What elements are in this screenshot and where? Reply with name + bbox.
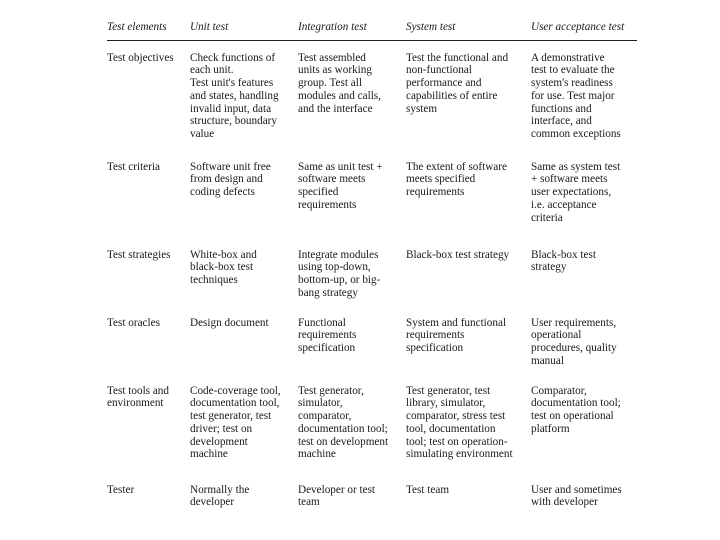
cell-integration-test: Developer or test team: [298, 483, 376, 509]
cell-unit-test: Code-coverage tool, documentation tool, test generator, test driver; test on development machine: [190, 384, 281, 461]
cell-system-test: The extent of software meets specified requirements: [406, 160, 507, 199]
table-row-test-strategies: [107, 238, 637, 306]
cell-integration-test: Test generator, simulator, comparator, documentation tool; test on development machine: [298, 384, 389, 461]
table-row-test-tools-and-environment: [107, 374, 637, 473]
row-label: Test strategies: [107, 248, 171, 261]
cell-system-test: Test generator, test library, simulator, comparator, stress test tool, documentation tool; test on operation- simulating environment: [406, 384, 513, 461]
cell-system-test: Test team: [406, 483, 450, 496]
cell-unit-test: Normally the developer: [190, 483, 250, 509]
header-row: [107, 19, 637, 40]
row-label: Tester: [107, 483, 135, 496]
document-page: [107, 19, 637, 524]
table-row-test-objectives: [107, 40, 637, 150]
cell-user-acceptance-test: A demonstrative test to evaluate the system's readiness for use. Test major functions and interface, and common exceptions: [531, 51, 621, 140]
table-row-test-oracles: [107, 306, 637, 374]
header-unit-test: Unit test: [190, 19, 298, 40]
cell-user-acceptance-test: User and sometimes with developer: [531, 483, 622, 509]
cell-unit-test: Software unit free from design and coding defects: [190, 160, 271, 199]
cell-system-test: Test the functional and non-functional performance and capabilities of entire system: [406, 51, 509, 115]
header-user-acceptance-test: User acceptance test: [531, 19, 637, 40]
header-integration-test: Integration test: [298, 19, 406, 40]
cell-system-test: Black-box test strategy: [406, 248, 510, 261]
row-label: Test tools and environment: [107, 384, 169, 410]
row-label: Test objectives: [107, 51, 174, 64]
cell-system-test: System and functional requirements specification: [406, 316, 507, 355]
cell-user-acceptance-test: Black-box test strategy: [531, 248, 596, 274]
cell-user-acceptance-test: Comparator, documentation tool; test on operational platform: [531, 384, 621, 435]
cell-integration-test: Functional requirements specification: [298, 316, 357, 355]
cell-user-acceptance-test: Same as system test + software meets user expectations, i.e. acceptance criteria: [531, 160, 621, 224]
table-header: [107, 19, 637, 40]
header-system-test: System test: [406, 19, 531, 40]
header-test-elements: Test elements: [107, 19, 190, 40]
table-row-test-criteria: [107, 150, 637, 238]
row-label: Test criteria: [107, 160, 160, 173]
table-body: [107, 40, 637, 524]
table-row-tester: [107, 473, 637, 524]
cell-integration-test: Test assembled units as working group. Test all modules and calls, and the interface: [298, 51, 381, 115]
cell-user-acceptance-test: User requirements, operational procedures, quality manual: [531, 316, 617, 367]
cell-integration-test: Integrate modules using top-down, bottom-up, or big- bang strategy: [298, 248, 381, 299]
cell-integration-test: Same as unit test + software meets specified requirements: [298, 160, 383, 211]
row-label: Test oracles: [107, 316, 160, 329]
cell-unit-test: Check functions of each unit. Test unit's features and states, handling invalid input, data structure, boundary value: [190, 51, 279, 140]
cell-unit-test: White-box and black-box test techniques: [190, 248, 257, 287]
cell-unit-test: Design document: [190, 316, 269, 329]
test-levels-table: [107, 19, 637, 524]
